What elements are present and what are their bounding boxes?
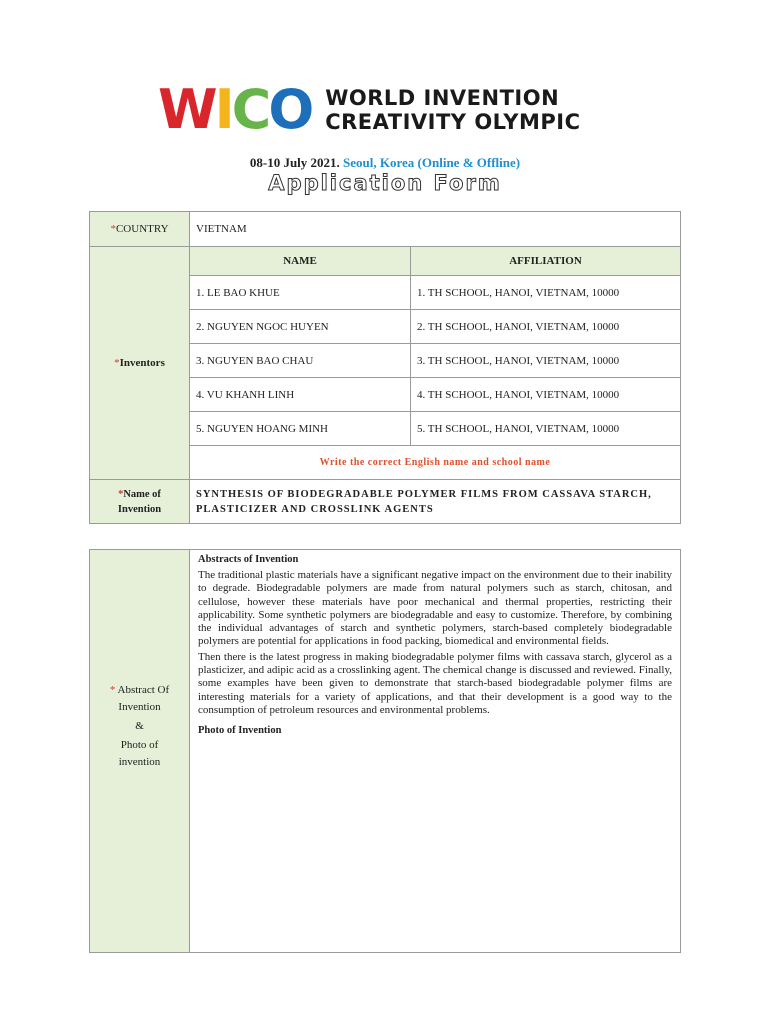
wico-logo: [158, 78, 581, 141]
inventor-name[interactable]: 5. NGUYEN HOANG MINH: [190, 412, 411, 446]
applicant-info-table: [89, 211, 681, 524]
form-title: Application Form: [268, 171, 502, 195]
invention-name-label-cell: *Name of Invention: [90, 480, 190, 524]
abstract-content-cell[interactable]: [190, 550, 681, 953]
invention-name-value[interactable]: SYNTHESIS OF BIODEGRADABLE POLYMER FILMS FROM CASSAVA STARCH, PLASTICIZER AND CROSSLINK AGENTS: [190, 480, 681, 524]
event-date-text: 08-10 July 2021.: [249, 155, 340, 170]
abstract-label-amp: &: [135, 719, 144, 732]
name-column-header: NAME: [190, 247, 411, 276]
logo-letter-c: C: [231, 78, 269, 141]
inventor-name[interactable]: 1. LE BAO KHUE: [190, 276, 411, 310]
abstract-heading: Abstracts of Invention: [198, 554, 299, 565]
inventor-affiliation[interactable]: 3. TH SCHOOL, HANOI, VIETNAM, 10000: [411, 344, 681, 378]
country-label-cell: *COUNTRY: [90, 212, 190, 247]
inventors-label-cell: *Inventors: [90, 247, 190, 480]
inventor-name[interactable]: 4. VU KHANH LINH: [190, 378, 411, 412]
abstract-paragraph-1: The traditional plastic materials have a significant negative impact on the environment due to their inability to degrade. Biodegradable polymers are made from natural polymers such as starch, chitosan, and cellulose, however these materials have poor mechanical and thermal properties, restricting their applicability. Some synthetic polymers are biodegradable and easy to customize. Therefore, by combining the individual advantages of starch and synthetic polymers, starch-based completely biodegradable polymers are potential for applications in food packing, biomedical and environmental fields.: [198, 569, 672, 648]
inventor-name[interactable]: 2. NGUYEN NGOC HUYEN: [190, 310, 411, 344]
invention-name-label-1: Name of: [123, 488, 161, 500]
logo-letter-w: W: [158, 78, 215, 141]
logo-letter-o: O: [268, 78, 312, 141]
logo-wordmark: [325, 86, 580, 134]
affiliation-column-header: AFFILIATION: [411, 247, 681, 276]
abstract-label-3: Photo of: [120, 738, 159, 751]
abstract-table: [89, 549, 681, 953]
event-dates: [0, 155, 770, 171]
inventors-label: Inventors: [119, 357, 165, 369]
country-label: COUNTRY: [115, 223, 169, 235]
inventors-note: Write the correct English name and school name: [190, 446, 681, 480]
invention-name-label-2: Invention: [117, 503, 162, 515]
abstract-label-1: Abstract Of: [117, 683, 170, 696]
photo-heading: Photo of Invention: [198, 725, 282, 737]
abstract-label-2: Invention: [118, 700, 161, 713]
country-value[interactable]: VIETNAM: [190, 212, 681, 247]
inventor-affiliation[interactable]: 1. TH SCHOOL, HANOI, VIETNAM, 10000: [411, 276, 681, 310]
abstract-label-4: invention: [118, 755, 161, 768]
logo-letter-i: I: [214, 78, 232, 141]
inventor-affiliation[interactable]: 5. TH SCHOOL, HANOI, VIETNAM, 10000: [411, 412, 681, 446]
logo-line-1: WORLD INVENTION: [325, 86, 560, 110]
event-location: Seoul, Korea (Online & Offline): [343, 155, 521, 170]
abstract-paragraph-2: Then there is the latest progress in making biodegradable polymer films with cassava starch, glycerol as a plasticizer, and adipic acid as a crosslinking agent. The chemical change is discussed and reviewed. Finally, some examples have been given to demonstrate that starch-based biodegradable polymer films are interesting materials for a variety of applications, and that their development is a good way to the consumption of petroleum resources and environmental problems.: [198, 650, 672, 716]
inventor-affiliation[interactable]: 4. TH SCHOOL, HANOI, VIETNAM, 10000: [411, 378, 681, 412]
inventor-affiliation[interactable]: 2. TH SCHOOL, HANOI, VIETNAM, 10000: [411, 310, 681, 344]
abstract-label-cell: * Abstract Of Invention & Photo of invention: [90, 550, 190, 953]
wico-logo-mark: [158, 78, 312, 141]
logo-line-2: CREATIVITY OLYMPIC: [325, 110, 581, 134]
inventor-name[interactable]: 3. NGUYEN BAO CHAU: [190, 344, 411, 378]
